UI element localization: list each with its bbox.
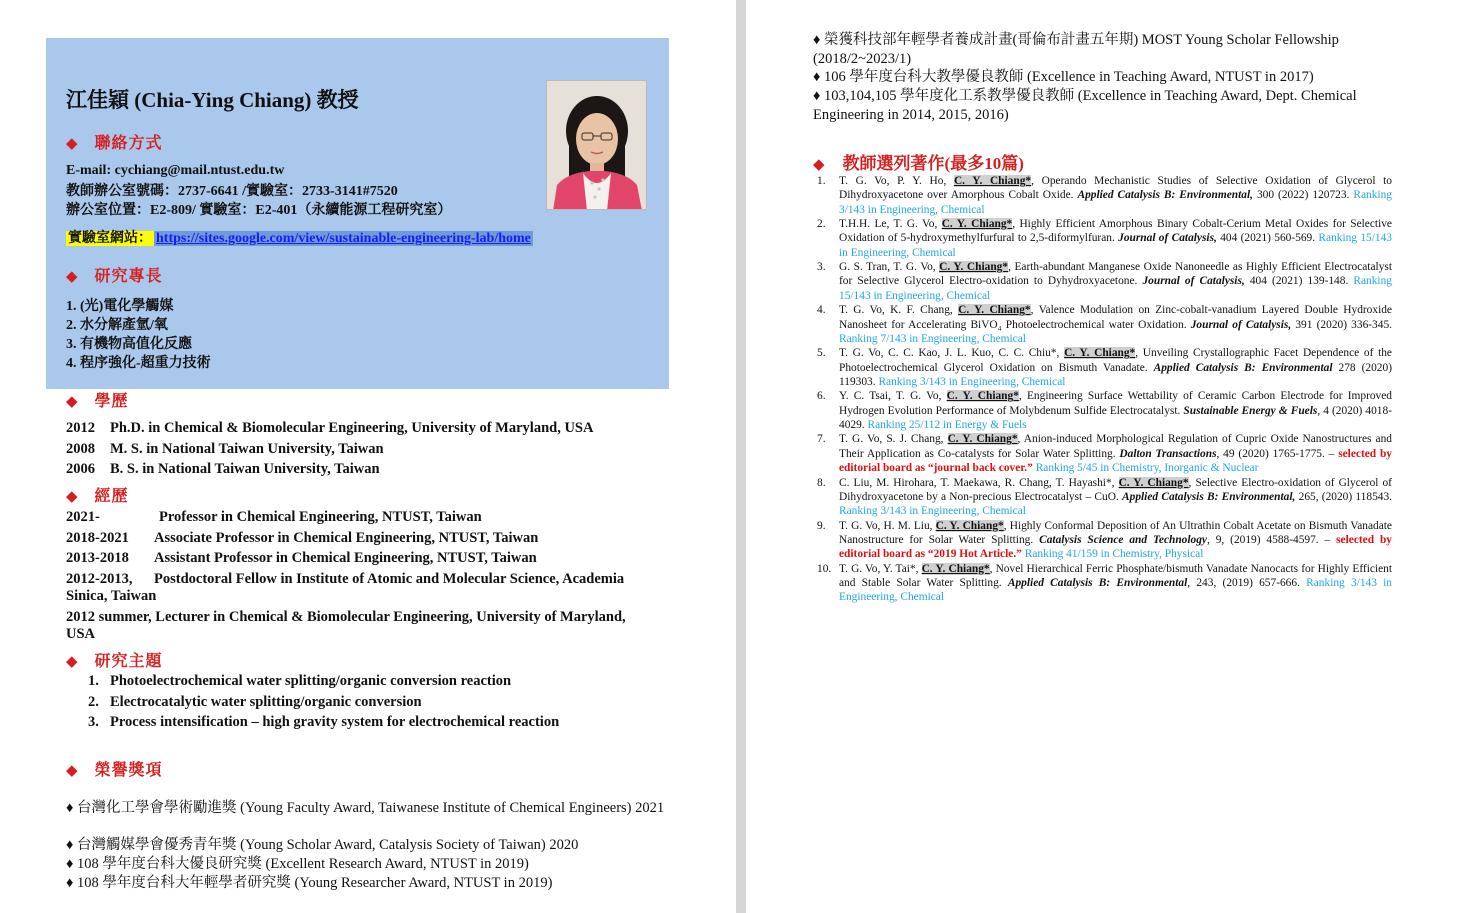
lab-website-line — [66, 227, 533, 247]
publication-item: 7. T. G. Vo, S. J. Chang, C. Y. Chiang*, Anion-induced Morphological Regulation of Cupric Oxide Nanostructures and Their Application as Co-catalysts for Solar Water Splitting. Dalton Transactions, 49 (2020) 1765-1775. – selected by editorial board as “journal back cover.” Ranking 5/45 in Chemistry, Inorganic & Nuclear — [817, 433, 1393, 475]
expertise-item: 3. 有機物高值化反應 — [66, 337, 192, 352]
journal-ranking: Ranking 25/112 in Energy & Fuels — [867, 418, 1027, 431]
section-education-heading: ◆ 學歷 — [66, 393, 129, 410]
editorial-note: selected by editorial board as “journal back cover.” — [839, 447, 1393, 475]
lab-website-label: 實驗室網站： — [68, 231, 152, 246]
diamond-icon: ◆ — [66, 394, 79, 410]
professor-name: 江佳穎 (Chia-Ying Chiang) 教授 — [66, 88, 359, 112]
highlighted-author: C. Y. Chiang* — [921, 562, 990, 575]
honor-item: ♦ 106 學年度台科大教學優良教師 (Excellence in Teaching Award, NTUST in 2017) — [813, 69, 1314, 85]
journal-ranking: Ranking 15/143 in Engineering, Chemical — [839, 275, 1392, 302]
journal-name: Journal of Catalysis, — [1190, 318, 1292, 331]
highlighted-author: C. Y. Chiang* — [947, 433, 1018, 446]
publication-item: 5. T. G. Vo, C. C. Kao, J. L. Kuo, C. C. Chiu*, C. Y. Chiang*, Unveiling Crystallographic Facet Dependence of the Photoelectrochemical Glycerol Oxidation on Bismuth Vanadate. Applied Catalysis B: Environmental 278 (2020) 119303. Ranking 3/143 in Engineering, Chemical — [817, 347, 1392, 388]
topic-item: 2. Electrocatalytic water splitting/organic conversion — [88, 694, 422, 710]
expertise-item: 4. 程序強化-超重力技術 — [66, 356, 211, 371]
journal-name: Journal of Catalysis, — [1142, 275, 1245, 288]
honor-item: ♦ 103,104,105 學年度化工系教學優良教師 (Excellence in Teaching Award, Dept. Chemical Engineering in 2014, 2015, 2016) — [813, 88, 1357, 123]
journal-ranking: Ranking 5/45 in Chemistry, Inorganic & Nuclear — [1035, 462, 1259, 475]
publication-list — [817, 174, 1392, 605]
diamond-icon: ◆ — [66, 136, 79, 152]
section-experience-heading: ◆ 經歷 — [66, 488, 129, 505]
journal-ranking: Ranking 15/143 in Engineering, Chemical — [839, 232, 1392, 259]
publication-item: 6. Y. C. Tsai, T. G. Vo, C. Y. Chiang*, Engineering Surface Wettability of Ceramic Carbon Electrode for Improved Hydrogen Evolution Performance of Molybdenum Sulfide Electrocatalyst. Sustainable Energy & Fuels, 4 (2020) 4018-4029. Ranking 25/112 in Energy & Fuels — [817, 390, 1393, 431]
journal-name: Catalysis Science and Technology — [1039, 533, 1207, 546]
highlighted-author: C. Y. Chiang* — [941, 218, 1013, 231]
experience-item: 2021- Professor in Chemical Engineering, NTUST, Taiwan — [66, 509, 482, 525]
profile-photo — [546, 80, 647, 210]
journal-name: Dalton Transactions — [1119, 447, 1217, 460]
phone-line: 教師辦公室號碼：2737-6641 /實驗室：2733-3141#7520 — [66, 184, 398, 199]
honor-item: ♦ 台灣化工學會學術勵進獎 (Young Faculty Award, Taiwanese Institute of Chemical Engineers) 2021 — [66, 800, 665, 816]
journal-ranking: Ranking 3/143 in Engineering, Chemical — [839, 577, 1393, 604]
journal-name: Applied Catalysis B: Environmental, — [1122, 490, 1296, 503]
page-gutter — [736, 0, 746, 913]
experience-item: 2012 summer, Lecturer in Chemical & Biomolecular Engineering, University of Maryland, USA — [66, 609, 626, 642]
portrait-image — [547, 81, 647, 210]
journal-name: Applied Catalysis B: Environmental — [1007, 577, 1188, 589]
honor-item: ♦ 台灣觸媒學會優秀青年獎 (Young Scholar Award, Catalysis Society of Taiwan) 2020 — [66, 837, 579, 853]
highlighted-author: C. Y. Chiang* — [953, 175, 1032, 187]
publication-item: 2. T.H.H. Le, T. G. Vo, C. Y. Chiang*, Highly Efficient Amorphous Binary Cobalt-Cerium Metal Oxides for Selective Oxidation of 5-hydroxymethylfurfural to 2,5-diformylfuran. Journal of Catalysis, 404 (2021) 560-569. Ranking 15/143 in Engineering, Chemical — [817, 218, 1392, 259]
publication-item: 9. T. G. Vo, H. M. Liu, C. Y. Chiang*, Highly Conformal Deposition of An Ultrathin Cobalt Acetate on Bismuth Vanadate Nanostructure for Solar Water Splitting. Catalysis Science and Technology, 9, (2019) 4588-4597. – selected by editorial board as “2019 Hot Article.” Ranking 41/159 in Chemistry, Physical — [817, 519, 1392, 561]
expertise-item: 2. 水分解產氫/氧 — [66, 318, 168, 333]
highlighted-author: C. Y. Chiang* — [939, 261, 1009, 274]
office-line: 辦公室位置：E2-809/ 實驗室：E2-401（永續能源工程研究室） — [66, 203, 452, 218]
highlighted-author: C. Y. Chiang* — [1118, 476, 1189, 489]
publication-item: 4. T. G. Vo, K. F. Chang, C. Y. Chiang*, Valence Modulation on Zinc-cobalt-vanadium Layered Double Hydroxide Nanosheet for Accelerating BiVO₄ Photoelectrochemical water Oxidation. Journal of Catalysis, 391 (2020) 336-345. Ranking 7/143 in Engineering, Chemical — [817, 304, 1392, 345]
lab-website-link[interactable]: https://sites.google.com/view/sustainable-engineering-lab/home — [156, 231, 531, 246]
diamond-icon: ◆ — [813, 157, 825, 173]
experience-item: 2012-2013, Postdoctoral Fellow in Institute of Atomic and Molecular Science, Academia Sinica, Taiwan — [66, 571, 625, 604]
education-item: 2008 M. S. in National Taiwan University, Taiwan — [66, 441, 384, 457]
journal-name: Applied Catalysis B: Environmental, — [1077, 189, 1253, 202]
editorial-note: selected by editorial board as “2019 Hot Article.” — [839, 533, 1392, 561]
journal-ranking: Ranking 3/143 in Engineering, Chemical — [839, 189, 1392, 216]
highlighted-author: C. Y. Chiang* — [1064, 347, 1136, 360]
journal-name: Applied Catalysis B: Environmental — [1153, 361, 1333, 374]
section-publications-heading: ◆ 教師選列著作(最多10篇) — [813, 154, 1024, 173]
journal-ranking: Ranking 7/143 in Engineering, Chemical — [839, 332, 1026, 345]
publication-item: 3. G. S. Tran, T. G. Vo, C. Y. Chiang*, Earth-abundant Manganese Oxide Nanoneedle as Highly Efficient Electrocatalyst for Selective Glycerol Electro-oxidation to Dyhydroxyacetone. Journal of Catalysis, 404 (2021) 139-148. Ranking 15/143 in Engineering, Chemical — [817, 261, 1392, 302]
diamond-icon: ◆ — [66, 763, 79, 779]
highlighted-author: C. Y. Chiang* — [958, 304, 1031, 317]
diamond-icon: ◆ — [66, 654, 79, 670]
journal-name: Journal of Catalysis, — [1118, 232, 1217, 245]
honor-item: ♦ 108 學年度台科大優良研究獎 (Excellent Research Award, NTUST in 2019) — [66, 856, 529, 872]
publication-item: 8. C. Liu, M. Hirohara, T. Maekawa, R. Chang, T. Hayashi*, C. Y. Chiang*, Selective Electro-oxidation of Glycerol of Dihydroxyacetone by a Non-precious Electrocatalyst – CuO. Applied Catalysis B: Environmental, 265, (2020) 118543. Ranking 3/143 in Engineering, Chemical — [817, 476, 1393, 518]
section-honors-heading: ◆ 榮譽獎項 — [66, 762, 163, 779]
education-item: 2006 B. S. in National Taiwan University, Taiwan — [66, 461, 380, 477]
experience-item: 2013-2018 Assistant Professor in Chemical Engineering, NTUST, Taiwan — [66, 550, 537, 566]
education-item: 2012 Ph.D. in Chemical & Biomolecular Engineering, University of Maryland, USA — [66, 420, 594, 436]
publication-item: 10. T. G. Vo, Y. Tai*, C. Y. Chiang*, Novel Hierarchical Ferric Phosphate/bismuth Vanadate Nanocacts for Highly Efficient and Stable Solar Water Splitting. Applied Catalysis B: Environmental, 243, (2019) 657-666. Ranking 3/143 in Engineering, Chemical — [817, 562, 1393, 604]
journal-name: Sustainable Energy & Fuels — [1183, 404, 1318, 417]
section-expertise-heading: ◆ 研究專長 — [66, 268, 163, 285]
section-contact-heading: ◆ 聯絡方式 — [66, 135, 163, 152]
diamond-icon: ◆ — [66, 269, 79, 285]
honor-item: ♦ 榮獲科技部年輕學者養成計畫(哥倫布計畫五年期) MOST Young Scholar Fellowship (2018/2~2023/1) — [813, 32, 1339, 67]
expertise-item: 1. (光)電化學觸媒 — [66, 299, 174, 314]
publication-item: 1. T. G. Vo, P. Y. Ho, C. Y. Chiang*, Operando Mechanistic Studies of Selective Oxidation of Glycerol to Dihydroxyacetone over Amorphous Cobalt Oxide. Applied Catalysis B: Environmental, 300 (2022) 120723. Ranking 3/143 in Engineering, Chemical — [817, 175, 1392, 216]
topic-item: 3. Process intensification – high gravity system for electrochemical reaction — [88, 714, 560, 730]
journal-ranking: Ranking 41/159 in Chemistry, Physical — [1024, 548, 1204, 561]
journal-ranking: Ranking 3/143 in Engineering, Chemical — [878, 375, 1066, 388]
diamond-icon: ◆ — [66, 489, 79, 505]
highlighted-author: C. Y. Chiang* — [935, 519, 1004, 532]
email-line: E-mail: cychiang@mail.ntust.edu.tw — [66, 163, 285, 178]
honor-item: ♦ 108 學年度台科大年輕學者研究獎 (Young Researcher Award, NTUST in 2019) — [66, 875, 553, 891]
highlighted-author: C. Y. Chiang* — [946, 390, 1019, 403]
topic-item: 1. Photoelectrochemical water splitting/organic conversion reaction — [88, 673, 512, 689]
journal-ranking: Ranking 3/143 in Engineering, Chemical — [839, 505, 1026, 518]
experience-item: 2018-2021 Associate Professor in Chemical Engineering, NTUST, Taiwan — [66, 530, 539, 546]
section-topics-heading: ◆ 研究主題 — [66, 653, 163, 670]
